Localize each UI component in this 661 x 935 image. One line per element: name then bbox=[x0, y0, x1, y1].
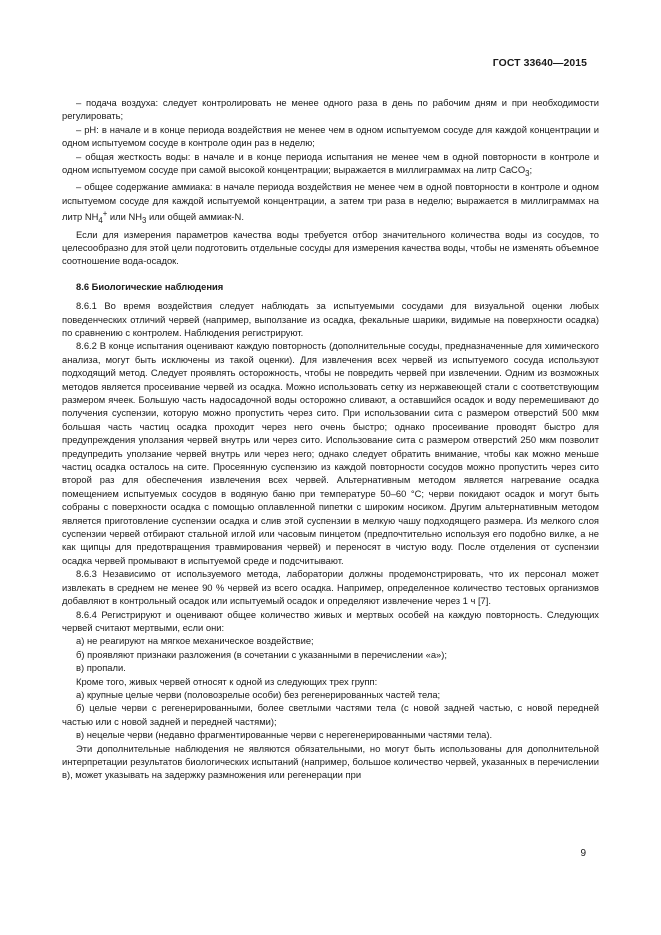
page-body bbox=[62, 96, 599, 782]
dead-criterion: а) не реагируют на мягкое механическое воздействие; bbox=[76, 635, 314, 647]
live-group: а) крупные целые черви (половозрелые особи) без регенерированных частей тела; bbox=[76, 688, 441, 700]
paragraph-separate-vessels: Если для измерения параметров качества воды требуется отбор значительного количества воды из сосудов, то целесообразно для этой цели подготовить отдельные сосуды для измерения качества воды, чтобы не изменять объемное соотношение вода-осадок. bbox=[62, 228, 599, 267]
final-paragraph: Эти дополнительные наблюдения не являются обязательными, но могут быть использованы для дополнительной интерпретации результатов биологических испытаний (например, большое количество червей, указанных в перечислении в), может указывать на задержку размножения или регенерации при bbox=[62, 742, 599, 781]
live-groups-intro: Кроме того, живых червей относят к одной из следующих трех групп: bbox=[76, 675, 378, 687]
list-item-ammonia: – общее содержание аммиака: в начале периода воздействия не менее чем в одной повторности в контроле и одном испытуемом сосуде для каждой испытуемой концентрации, а затем три раза в неделю; выражается в миллиграммах на литр $NH_4^+$ или $NH_3$ или общей аммиак-N. bbox=[62, 181, 599, 226]
list-item-hardness: – общая жесткость воды: в начале и в конце периода испытания не менее чем в одной повторности в контроле и одном испытуемом сосуде при самой высокой концентрации; выражается в миллиграммах на литр CaCO$_3$; bbox=[62, 150, 599, 178]
document-number: ГОСТ 33640—2015 bbox=[492, 58, 587, 69]
live-group: в) нецелые черви (недавно фрагментированные черви с нерегенерированными частями тела). bbox=[76, 729, 493, 741]
paragraph-8-6-2: 8.6.2 В конце испытания оценивают каждую повторность (дополнительные сосуды, предназначенные для химического анализа, могут быть исключены из такой оценки). Для извлечения всех червей из испытуемого сосуда используют подходящий метод. Следует проявлять осторожность, чтобы не повредить червей при извлечении. Одним из возможных методов является просеивание червей из осадка. Можно использовать сетку из нержавеющей стали с соответствующим размером ячеек. Большую часть надосадочной воды осторожно сливают, а оставшийся осадок и воду перемешивают до получения суспензии, которую можно пропустить через сито. При использовании сита с размером отверстий 500 мкм большая часть частиц осадка проходит через него очень быстро; однако просеивание проводят быстро для предупреждения уползания червей внутрь или через сито. Использование сита с размером отверстий 250 мкм позволит предупредить уползание червей внутрь или через него; однако следует обратить внимание, чтобы как можно меньше частиц осадка осталось на сите. Просеянную суспензию из каждой повторности сосудов можно пропустить через сито второй раз для обеспечения извлечения всех червей. Альтернативным методом является нагревание осадка помещением испытуемых сосудов в водяную баню при температуре 50–60 °С; черви покидают осадок и могут быть собраны с поверхности осадка с помощью оплавленной пипетки с широким носиком. Другим альтернативным методом является приготовление суспензии осадка и слив этой суспензии в мелкую чашу подходящего размера. Из мелкого слоя суспензии червей отбирают стальной иглой или часовым пинцетом (предпочтительно используя его подобно вилке, а не как щипцы для предотвращения травмирования червей) и переносят в чистую воду. После отделения от суспензии осадка червей промывают в испытуемой среде и подсчитывают. bbox=[62, 340, 599, 566]
paragraph-8-6-4: 8.6.4 Регистрируют и оценивают общее количество живых и мертвых особей на каждую повторность. Следующих червей считают мертвыми, если они: bbox=[62, 608, 599, 633]
dead-criterion: б) проявляют признаки разложения (в сочетании с указанными в перечислении «а»); bbox=[76, 648, 448, 660]
live-group: б) целые черви с регенерированными, более светлыми частями тела (с новой задней частью, с новой передней частью или с новой задней и передней частями); bbox=[62, 702, 599, 727]
paragraph-8-6-3: 8.6.3 Независимо от используемого метода, лаборатории должны продемонстрировать, что их персонал может извлекать в среднем не менее 90 % червей из всего осадка. Например, определенное количество тестовых организмов добавляют в контрольный осадок или испытуемый осадок и определяют извлечение через 1 ч [7]. bbox=[62, 568, 599, 607]
dead-criterion: в) пропали. bbox=[76, 662, 126, 674]
page-number: 9 bbox=[580, 848, 586, 859]
list-item-air: – подача воздуха: следует контролировать не менее одного раза в день по рабочим дням и при необходимости регулировать; bbox=[62, 97, 599, 122]
list-item-ph: – рН: в начале и в конце периода воздействия не менее чем в одном испытуемом сосуде для каждой концентрации и одном испытуемом сосуде в контроле один раз в неделю; bbox=[62, 123, 599, 149]
section-heading: 8.6 Биологические наблюдения bbox=[76, 280, 224, 292]
paragraph-8-6-1: 8.6.1 Во время воздействия следует наблюдать за испытуемыми сосудами для визуальной оценки любых поведенческих отличий червей (например, выползание из осадка, фекальные шарики, видимые на поверхности осадка) по сравнению с контролем. Наблюдения регистрируют. bbox=[62, 300, 599, 338]
